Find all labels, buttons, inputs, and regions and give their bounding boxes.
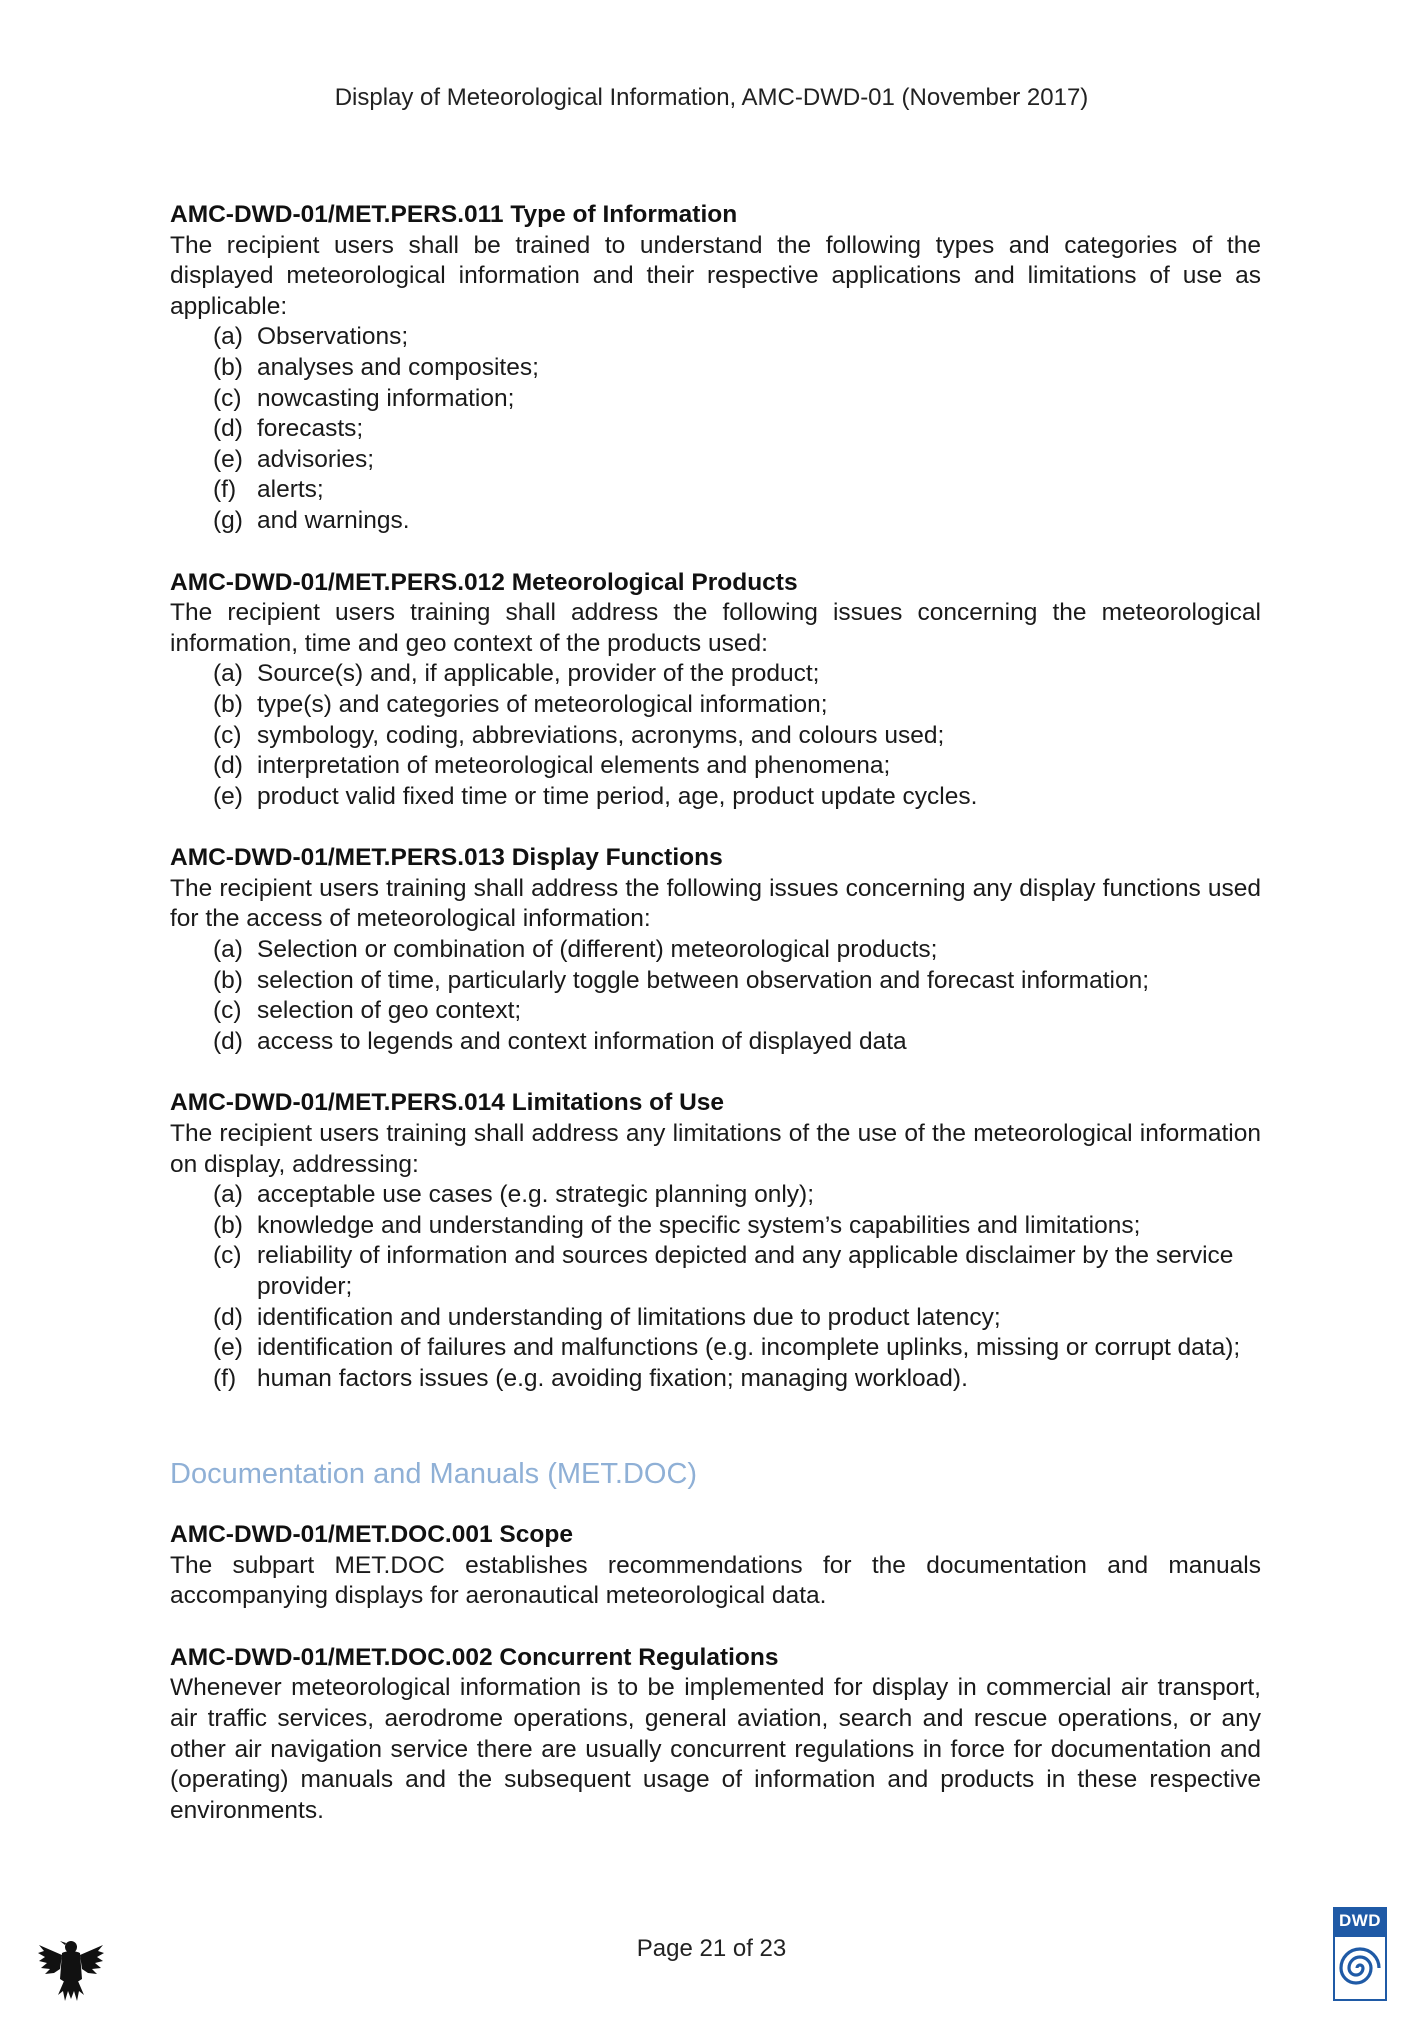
list-marker: (c) xyxy=(213,1242,242,1270)
list-item xyxy=(170,1333,1261,1364)
section-paragraph: The subpart MET.DOC establishes recommendations for the documentation and manuals accompanying displays for aeronautical meteorological data. xyxy=(170,1551,1261,1610)
list-item-text: Selection or combination of (different) meteorological products; xyxy=(257,936,938,964)
list-marker: (b) xyxy=(213,353,243,381)
list-item-text: identification and understanding of limitations due to product latency; xyxy=(257,1303,1001,1331)
list-item-text: type(s) and categories of meteorological information; xyxy=(257,690,828,718)
section-title: AMC-DWD-01/MET.PERS.013 Display Functions xyxy=(170,844,723,872)
section-met-pers-013 xyxy=(170,843,1261,1057)
list-item xyxy=(170,475,1261,506)
dwd-logo-icon xyxy=(1333,1907,1387,2003)
list-item xyxy=(170,751,1261,782)
section-title: AMC-DWD-01/MET.PERS.012 Meteorological Products xyxy=(170,568,798,596)
list-item-text: acceptable use cases (e.g. strategic planning only); xyxy=(257,1181,815,1209)
section-title: AMC-DWD-01/MET.DOC.001 Scope xyxy=(170,1520,573,1548)
list-item-text: reliability of information and sources depicted and any applicable disclaimer by the service provider; xyxy=(257,1242,1234,1300)
list-item xyxy=(170,659,1261,690)
list-marker: (a) xyxy=(213,936,243,964)
list-marker: (d) xyxy=(213,415,243,443)
item-list xyxy=(170,659,1261,812)
dwd-swirl-icon xyxy=(1333,1935,1387,2001)
list-marker: (e) xyxy=(213,782,243,810)
list-item xyxy=(170,1027,1261,1058)
list-item xyxy=(170,782,1261,813)
list-marker: (c) xyxy=(213,384,242,412)
list-item xyxy=(170,384,1261,415)
page-number: Page 21 of 23 xyxy=(636,1935,787,1962)
list-item-text: human factors issues (e.g. avoiding fixation; managing workload). xyxy=(257,1364,968,1392)
dwd-logo-text: DWD xyxy=(1333,1907,1387,1935)
list-item-text: analyses and composites; xyxy=(257,353,539,381)
list-item-text: symbology, coding, abbreviations, acronyms, and colours used; xyxy=(257,721,945,749)
list-item-text: advisories; xyxy=(257,445,375,473)
list-item-text: Observations; xyxy=(257,323,409,351)
list-marker: (b) xyxy=(213,1211,243,1239)
list-marker: (b) xyxy=(213,690,243,718)
list-item xyxy=(170,414,1261,445)
chapter-heading: Documentation and Manuals (MET.DOC) xyxy=(170,1458,698,1491)
list-item-text: selection of time, particularly toggle between observation and forecast information; xyxy=(257,966,1150,994)
list-item-text: nowcasting information; xyxy=(257,384,515,412)
list-item xyxy=(170,1180,1261,1211)
section-met-pers-011 xyxy=(170,200,1261,537)
document-body xyxy=(170,200,1261,1857)
list-item xyxy=(170,445,1261,476)
list-item xyxy=(170,935,1261,966)
section-met-doc-001 xyxy=(170,1520,1261,1612)
list-marker: (c) xyxy=(213,997,242,1025)
list-item-text: product valid fixed time or time period, age, product update cycles. xyxy=(257,782,978,810)
list-item xyxy=(170,353,1261,384)
list-marker: (f) xyxy=(213,476,237,504)
section-met-pers-012 xyxy=(170,568,1261,813)
list-marker: (d) xyxy=(213,752,243,780)
list-item-text: Source(s) and, if applicable, provider of the product; xyxy=(257,660,820,688)
list-item-text: and warnings. xyxy=(257,506,410,534)
list-item xyxy=(170,996,1261,1027)
list-item xyxy=(170,721,1261,752)
list-marker: (e) xyxy=(213,1334,243,1362)
list-item xyxy=(170,1364,1261,1395)
section-met-doc-002 xyxy=(170,1643,1261,1827)
list-item xyxy=(170,966,1261,997)
list-marker: (c) xyxy=(213,721,242,749)
list-item-text: identification of failures and malfunctions (e.g. incomplete uplinks, missing or corrupt data); xyxy=(257,1334,1241,1362)
list-marker: (e) xyxy=(213,445,243,473)
list-item-text: selection of geo context; xyxy=(257,997,522,1025)
section-paragraph: The recipient users shall be trained to understand the following types and categories of the displayed meteorological information and their respective applications and limitations of use as applicable: xyxy=(170,231,1261,320)
list-item-text: alerts; xyxy=(257,476,324,504)
item-list xyxy=(170,1180,1261,1394)
list-item xyxy=(170,1303,1261,1334)
list-marker: (d) xyxy=(213,1027,243,1055)
list-item-text: interpretation of meteorological elements and phenomena; xyxy=(257,752,891,780)
item-list xyxy=(170,322,1261,536)
section-title: AMC-DWD-01/MET.PERS.011 Type of Information xyxy=(170,201,738,228)
section-met-pers-014 xyxy=(170,1088,1261,1394)
list-item xyxy=(170,1211,1261,1242)
list-marker: (a) xyxy=(213,1181,243,1209)
section-title: AMC-DWD-01/MET.DOC.002 Concurrent Regulations xyxy=(170,1643,779,1671)
list-marker: (d) xyxy=(213,1303,243,1331)
list-marker: (b) xyxy=(213,966,243,994)
list-item xyxy=(170,322,1261,353)
list-marker: (f) xyxy=(213,1364,237,1392)
section-title: AMC-DWD-01/MET.PERS.014 Limitations of Use xyxy=(170,1089,725,1117)
section-paragraph: The recipient users training shall address the following issues concerning any display functions used for the access of meteorological information: xyxy=(170,874,1261,933)
list-item-text: knowledge and understanding of the specific system’s capabilities and limitations; xyxy=(257,1211,1141,1239)
list-item-text: access to legends and context information of displayed data xyxy=(257,1027,907,1055)
list-marker: (g) xyxy=(213,506,243,534)
list-item xyxy=(170,690,1261,721)
list-item xyxy=(170,1241,1261,1302)
list-marker: (a) xyxy=(213,323,243,351)
running-header: Display of Meteorological Information, AMC-DWD-01 (November 2017) xyxy=(334,84,1089,111)
item-list xyxy=(170,935,1261,1057)
section-paragraph: The recipient users training shall address any limitations of the use of the meteorological information on display, addressing: xyxy=(170,1120,1261,1178)
section-paragraph: The recipient users training shall address the following issues concerning the meteorological information, time and geo context of the products used: xyxy=(170,599,1261,657)
list-item xyxy=(170,506,1261,537)
list-item-text: forecasts; xyxy=(257,415,364,443)
list-marker: (a) xyxy=(213,660,243,688)
section-paragraph: Whenever meteorological information is to be implemented for display in commercial air transport, air traffic services, aerodrome operations, general aviation, search and rescue operations, or any other air navigation service there are usually concurrent regulations in force for documentation and (operating) manuals and the subsequent usage of information and products in these respective environments. xyxy=(170,1674,1261,1824)
